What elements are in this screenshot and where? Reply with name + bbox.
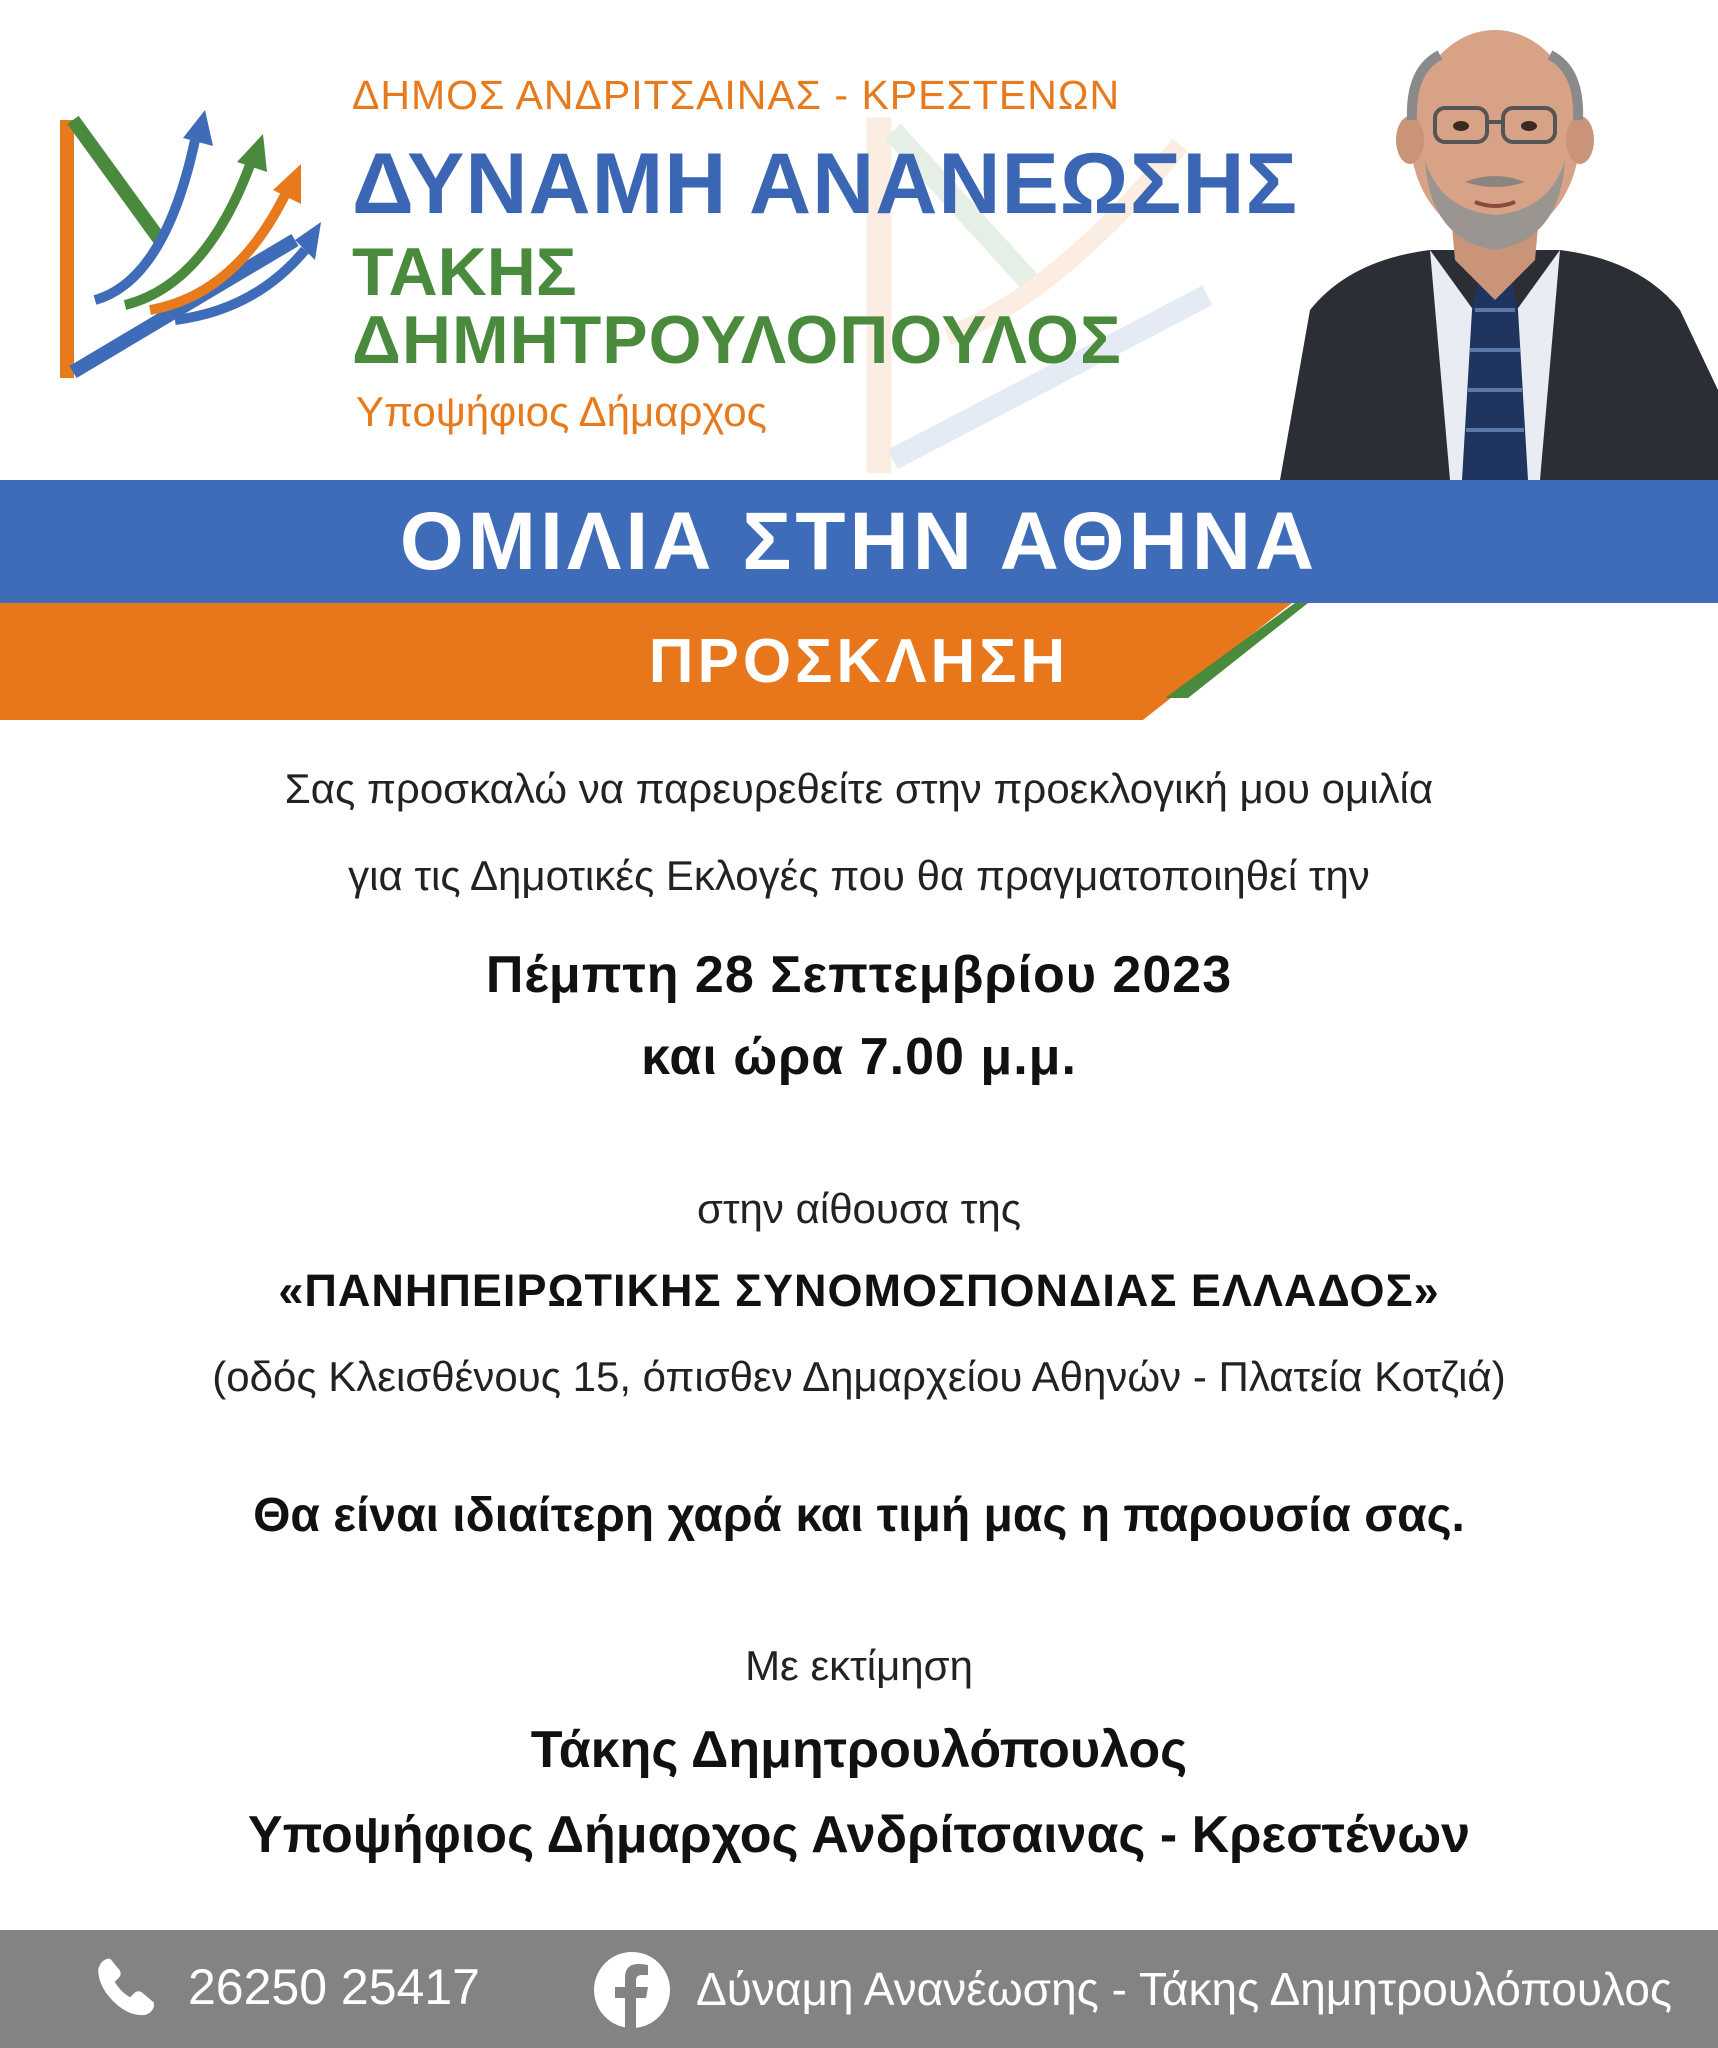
invitation-label: ΠΡΟΣΚΛΗΣΗ — [648, 627, 1070, 696]
poster-header — [0, 0, 1718, 480]
venue-address: (οδός Κλεισθένους 15, όπισθεν Δημαρχείου Αθηνών - Πλατεία Κοτζιά) — [212, 1353, 1506, 1400]
facebook-icon — [592, 1950, 672, 2030]
intro-line-1: Σας προσκαλώ να παρευρεθείτε στην προεκλογική μου ομιλία — [284, 765, 1434, 812]
regards-line: Με εκτίμηση — [745, 1642, 973, 1689]
party-name: ΔΥΝΑΜΗ ΑΝΑΝΕΩΣΗΣ — [352, 136, 1299, 232]
arrows-flag-logo-icon — [55, 100, 325, 385]
phone-number[interactable]: 26250 25417 — [188, 1959, 480, 2015]
phone-icon — [92, 1955, 158, 2021]
event-title: ΟΜΙΛΙΑ ΣΤΗΝ ΑΘΗΝΑ — [399, 496, 1319, 587]
venue-intro: στην αίθουσα της — [697, 1185, 1021, 1232]
municipality-label: ΔΗΜΟΣ ΑΝΔΡΙΤΣΑΙΝΑΣ - ΚΡΕΣΤΕΝΩΝ — [352, 72, 1121, 118]
event-time: και ώρα 7.00 μ.μ. — [641, 1028, 1077, 1086]
closing-sentence: Θα είναι ιδιαίτερη χαρά και τιμή μας η παρουσία σας. — [253, 1489, 1465, 1542]
candidate-first-name: ΤΑΚΗΣ — [352, 234, 577, 310]
event-date: Πέμπτη 28 Σεπτεμβρίου 2023 — [485, 946, 1233, 1004]
candidate-last-name: ΔΗΜΗΤΡΟΥΛΟΠΟΥΛΟΣ — [352, 302, 1122, 378]
signature-title: Υποψήφιος Δήμαρχος Ανδρίτσαινας - Κρεστένων — [247, 1806, 1471, 1864]
facebook-page-name[interactable]: Δύναμη Ανανέωσης - Τάκης Δημητρουλόπουλος — [696, 1963, 1673, 2015]
candidate-portrait — [1270, 10, 1718, 480]
venue-name: «ΠΑΝΗΠΕΙΡΩΤΙΚΗΣ ΣΥΝΟΜΟΣΠΟΝΔΙΑΣ ΕΛΛΑΔΟΣ» — [278, 1265, 1440, 1316]
candidate-title: Υποψήφιος Δήμαρχος — [356, 388, 767, 435]
signature-name: Τάκης Δημητρουλόπουλος — [530, 1721, 1188, 1779]
intro-line-2: για τις Δημοτικές Εκλογές που θα πραγματοποιηθεί την — [348, 852, 1370, 899]
